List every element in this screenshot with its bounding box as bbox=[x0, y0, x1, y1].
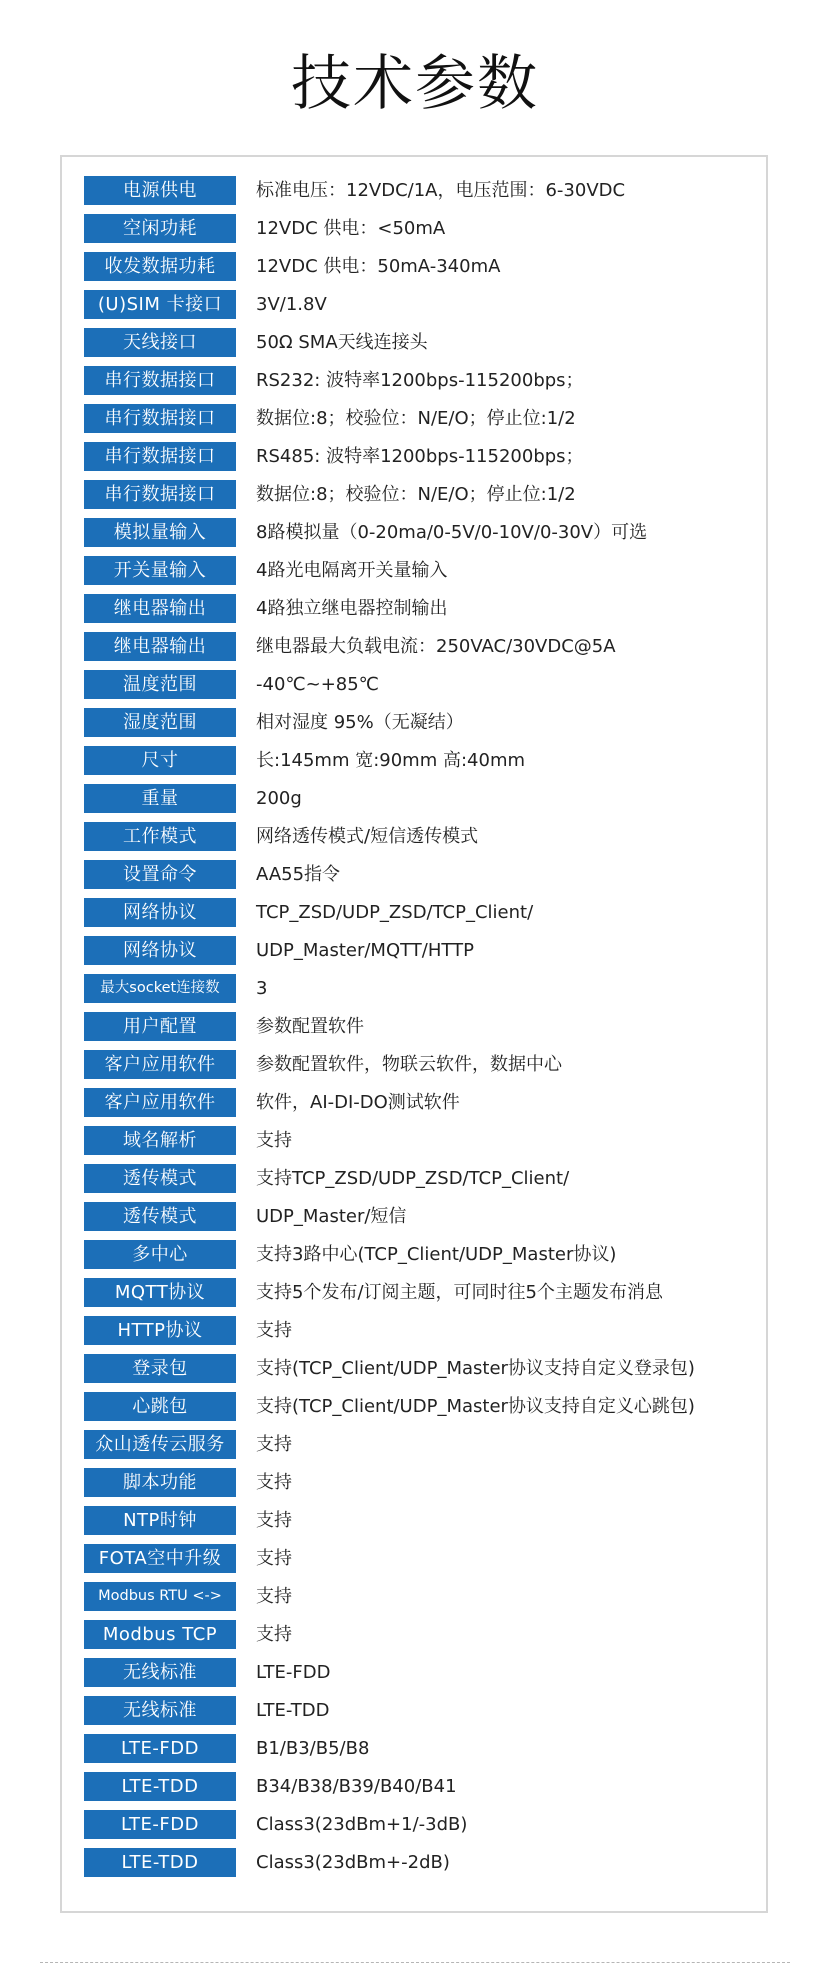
spec-label: 继电器输出 bbox=[84, 594, 236, 623]
spec-label: 客户应用软件 bbox=[84, 1088, 236, 1117]
spec-row bbox=[84, 1539, 764, 1577]
spec-value: 支持5个发布/订阅主题，可同时往5个主题发布消息 bbox=[256, 1281, 663, 1303]
spec-row bbox=[84, 1007, 764, 1045]
spec-label: LTE-TDD bbox=[84, 1772, 236, 1801]
spec-row bbox=[84, 703, 764, 741]
spec-label: 天线接口 bbox=[84, 328, 236, 357]
spec-row bbox=[84, 855, 764, 893]
spec-row bbox=[84, 475, 764, 513]
spec-row bbox=[84, 779, 764, 817]
spec-label: 最大socket连接数 bbox=[84, 974, 236, 1003]
spec-row bbox=[84, 1843, 764, 1881]
spec-label: 多中心 bbox=[84, 1240, 236, 1269]
spec-row bbox=[84, 247, 764, 285]
spec-value: -40℃~+85℃ bbox=[256, 673, 379, 695]
spec-label: 串行数据接口 bbox=[84, 404, 236, 433]
spec-row bbox=[84, 551, 764, 589]
spec-label: 心跳包 bbox=[84, 1392, 236, 1421]
spec-value: 支持 bbox=[256, 1547, 292, 1569]
spec-label: LTE-FDD bbox=[84, 1734, 236, 1763]
spec-row bbox=[84, 437, 764, 475]
spec-row bbox=[84, 627, 764, 665]
spec-value: 支持 bbox=[256, 1471, 292, 1493]
spec-value: Class3(23dBm+-2dB) bbox=[256, 1851, 450, 1873]
spec-value: 3 bbox=[256, 977, 268, 999]
spec-label: 尺寸 bbox=[84, 746, 236, 775]
spec-label: 温度范围 bbox=[84, 670, 236, 699]
spec-value: 支持 bbox=[256, 1509, 292, 1531]
spec-row bbox=[84, 1387, 764, 1425]
page-title: 技术参数 bbox=[291, 49, 539, 119]
spec-label: 透传模式 bbox=[84, 1164, 236, 1193]
spec-row bbox=[84, 665, 764, 703]
spec-row bbox=[84, 1349, 764, 1387]
spec-value: 标准电压：12VDC/1A，电压范围：6-30VDC bbox=[256, 179, 626, 201]
spec-label: 开关量输入 bbox=[84, 556, 236, 585]
spec-value: 支持 bbox=[256, 1433, 292, 1455]
spec-value: 支持 bbox=[256, 1319, 292, 1341]
spec-label: NTP时钟 bbox=[84, 1506, 236, 1535]
spec-row bbox=[84, 361, 764, 399]
spec-row bbox=[84, 1311, 764, 1349]
spec-row bbox=[84, 1045, 764, 1083]
spec-row bbox=[84, 513, 764, 551]
spec-row bbox=[84, 1273, 764, 1311]
spec-value: RS485: 波特率1200bps-115200bps； bbox=[256, 445, 584, 467]
spec-row bbox=[84, 1121, 764, 1159]
spec-value: Class3(23dBm+1/-3dB) bbox=[256, 1813, 468, 1835]
spec-value: 网络透传模式/短信透传模式 bbox=[256, 825, 479, 847]
spec-row bbox=[84, 1083, 764, 1121]
bottom-divider bbox=[40, 1962, 790, 1963]
spec-label: 无线标准 bbox=[84, 1696, 236, 1725]
spec-label: 串行数据接口 bbox=[84, 442, 236, 471]
spec-value: 4路独立继电器控制输出 bbox=[256, 597, 448, 619]
spec-label: HTTP协议 bbox=[84, 1316, 236, 1345]
spec-label: 工作模式 bbox=[84, 822, 236, 851]
spec-value: LTE-FDD bbox=[256, 1661, 331, 1683]
spec-row bbox=[84, 171, 764, 209]
spec-label: Modbus RTU <-> bbox=[84, 1582, 236, 1611]
spec-label: 无线标准 bbox=[84, 1658, 236, 1687]
spec-value: 4路光电隔离开关量输入 bbox=[256, 559, 448, 581]
spec-row bbox=[84, 1653, 764, 1691]
spec-label: 串行数据接口 bbox=[84, 366, 236, 395]
spec-row bbox=[84, 285, 764, 323]
spec-value: 软件，AI-DI-DO测试软件 bbox=[256, 1091, 460, 1113]
spec-row bbox=[84, 1577, 764, 1615]
spec-value: TCP_ZSD/UDP_ZSD/TCP_Client/ bbox=[256, 901, 534, 923]
spec-value: 继电器最大负载电流：250VAC/30VDC@5A bbox=[256, 635, 616, 657]
spec-label: 电源供电 bbox=[84, 176, 236, 205]
spec-label: 空闲功耗 bbox=[84, 214, 236, 243]
spec-row bbox=[84, 1463, 764, 1501]
spec-value: LTE-TDD bbox=[256, 1699, 330, 1721]
spec-label: 用户配置 bbox=[84, 1012, 236, 1041]
spec-row bbox=[84, 209, 764, 247]
spec-value: UDP_Master/短信 bbox=[256, 1205, 407, 1227]
spec-row bbox=[84, 1615, 764, 1653]
spec-value: 200g bbox=[256, 787, 302, 809]
spec-label: 众山透传云服务 bbox=[84, 1430, 236, 1459]
spec-label: (U)SIM 卡接口 bbox=[84, 290, 236, 319]
spec-row bbox=[84, 399, 764, 437]
spec-value: 50Ω SMA天线连接头 bbox=[256, 331, 428, 353]
spec-row bbox=[84, 817, 764, 855]
spec-value: 支持TCP_ZSD/UDP_ZSD/TCP_Client/ bbox=[256, 1167, 570, 1189]
spec-label: 继电器输出 bbox=[84, 632, 236, 661]
spec-label: 登录包 bbox=[84, 1354, 236, 1383]
spec-value: 相对湿度 95%（无凝结） bbox=[256, 711, 464, 733]
spec-row bbox=[84, 1159, 764, 1197]
spec-row bbox=[84, 1729, 764, 1767]
spec-value: 支持(TCP_Client/UDP_Master协议支持自定义登录包) bbox=[256, 1357, 695, 1379]
spec-value: 8路模拟量（0-20ma/0-5V/0-10V/0-30V）可选 bbox=[256, 521, 648, 543]
spec-value: 长:145mm 宽:90mm 高:40mm bbox=[256, 749, 526, 771]
spec-row bbox=[84, 893, 764, 931]
spec-row bbox=[84, 323, 764, 361]
spec-row bbox=[84, 1805, 764, 1843]
spec-label: 设置命令 bbox=[84, 860, 236, 889]
spec-value: 参数配置软件 bbox=[256, 1015, 364, 1037]
spec-label: LTE-TDD bbox=[84, 1848, 236, 1877]
spec-value: RS232: 波特率1200bps-115200bps； bbox=[256, 369, 584, 391]
spec-label: 湿度范围 bbox=[84, 708, 236, 737]
spec-row bbox=[84, 741, 764, 779]
spec-value: UDP_Master/MQTT/HTTP bbox=[256, 939, 474, 961]
spec-label: 透传模式 bbox=[84, 1202, 236, 1231]
spec-label: LTE-FDD bbox=[84, 1810, 236, 1839]
spec-label: 重量 bbox=[84, 784, 236, 813]
spec-value: B1/B3/B5/B8 bbox=[256, 1737, 370, 1759]
spec-value: B34/B38/B39/B40/B41 bbox=[256, 1775, 457, 1797]
spec-value: 支持(TCP_Client/UDP_Master协议支持自定义心跳包) bbox=[256, 1395, 695, 1417]
spec-row bbox=[84, 1235, 764, 1273]
spec-value: 数据位:8；校验位：N/E/O；停止位:1/2 bbox=[256, 407, 576, 429]
spec-table bbox=[84, 171, 764, 1881]
spec-value: 支持 bbox=[256, 1585, 292, 1607]
spec-label: FOTA空中升级 bbox=[84, 1544, 236, 1573]
spec-row bbox=[84, 1425, 764, 1463]
spec-value: 支持 bbox=[256, 1623, 292, 1645]
spec-value: 数据位:8；校验位：N/E/O；停止位:1/2 bbox=[256, 483, 576, 505]
spec-row bbox=[84, 1767, 764, 1805]
spec-row bbox=[84, 969, 764, 1007]
spec-label: 模拟量输入 bbox=[84, 518, 236, 547]
spec-row bbox=[84, 931, 764, 969]
spec-value: AA55指令 bbox=[256, 863, 341, 885]
spec-value: 参数配置软件，物联云软件，数据中心 bbox=[256, 1053, 562, 1075]
spec-label: 串行数据接口 bbox=[84, 480, 236, 509]
spec-label: 网络协议 bbox=[84, 898, 236, 927]
spec-value: 12VDC 供电：<50mA bbox=[256, 217, 446, 239]
spec-row bbox=[84, 1197, 764, 1235]
spec-row bbox=[84, 1501, 764, 1539]
spec-label: MQTT协议 bbox=[84, 1278, 236, 1307]
spec-value: 12VDC 供电：50mA-340mA bbox=[256, 255, 501, 277]
spec-row bbox=[84, 1691, 764, 1729]
spec-label: 网络协议 bbox=[84, 936, 236, 965]
spec-value: 3V/1.8V bbox=[256, 293, 327, 315]
spec-label: 收发数据功耗 bbox=[84, 252, 236, 281]
spec-value: 支持3路中心(TCP_Client/UDP_Master协议) bbox=[256, 1243, 617, 1265]
spec-row bbox=[84, 589, 764, 627]
spec-label: 脚本功能 bbox=[84, 1468, 236, 1497]
spec-label: 域名解析 bbox=[84, 1126, 236, 1155]
spec-label: 客户应用软件 bbox=[84, 1050, 236, 1079]
spec-label: Modbus TCP bbox=[84, 1620, 236, 1649]
spec-value: 支持 bbox=[256, 1129, 292, 1151]
